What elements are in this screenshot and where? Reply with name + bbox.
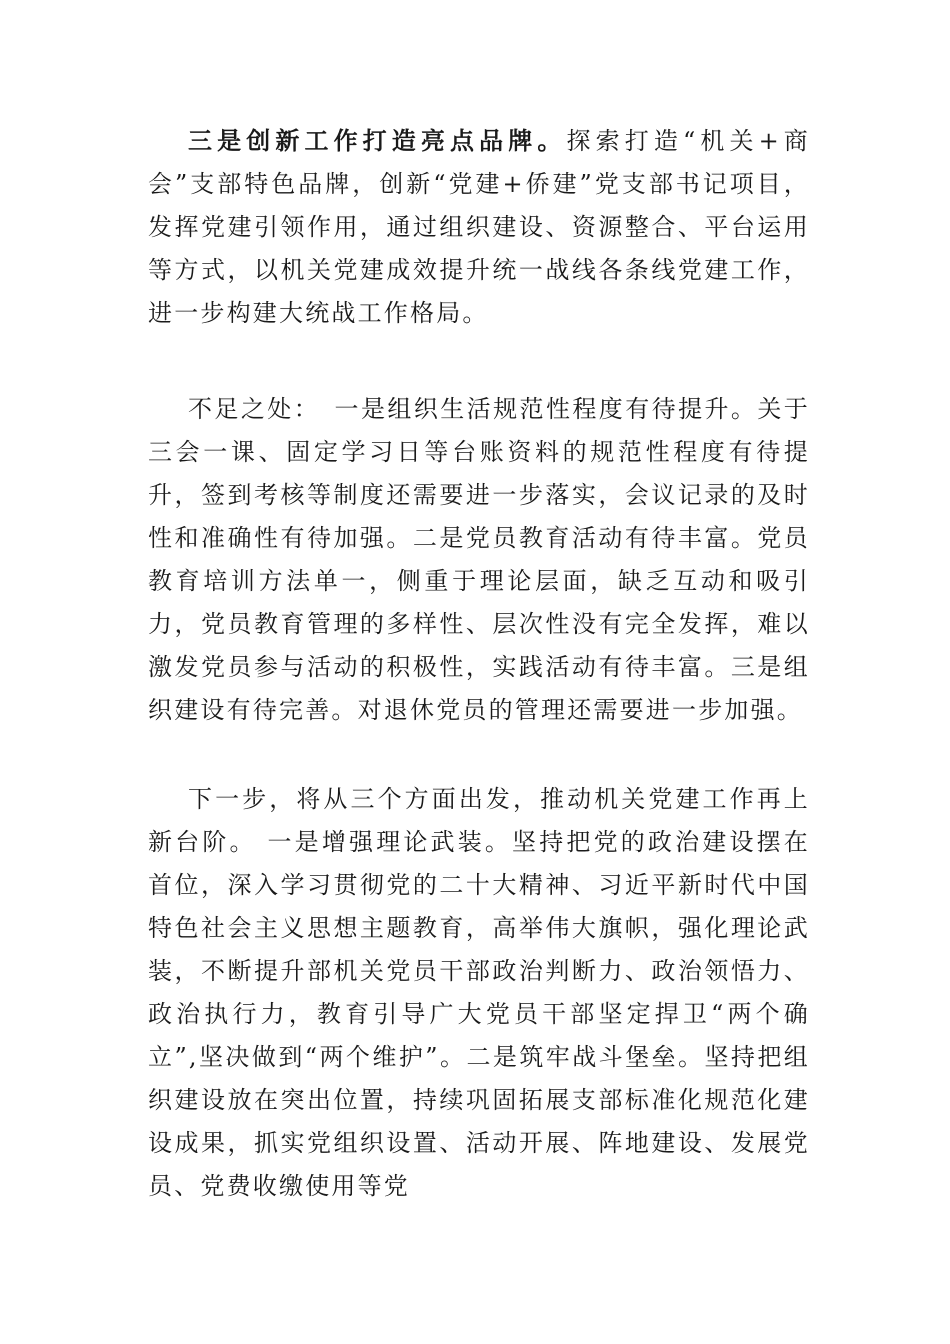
paragraph-lead-heading: 三是创新工作打造亮点品牌。 xyxy=(188,127,567,155)
document-page xyxy=(148,120,810,1208)
paragraph-shortcomings xyxy=(148,388,810,732)
paragraph-body-text: 探索打造“机关+商会”支部特色品牌，创新“党建+侨建”党支部书记项目，发挥党建引领作用，通过组织建设、资源整合、平台运用等方式，以机关党建成效提升统一战线各条线党建工作，进一步构建大统战工作格局。 xyxy=(148,127,810,327)
paragraph-body-text: 不足之处： 一是组织生活规范性程度有待提升。关于三会一课、固定学习日等台账资料的规范性程度有待提升，签到考核等制度还需要进一步落实，会议记录的及时性和准确性有待加强。二是党员教育活动有待丰富。党员教育培训方法单一，侧重于理论层面，缺乏互动和吸引力，党员教育管理的多样性、层次性没有完全发挥，难以激发党员参与活动的积极性，实践活动有待丰富。三是组织建设有待完善。对退休党员的管理还需要进一步加强。 xyxy=(148,395,810,724)
paragraph-brand-building xyxy=(148,120,810,335)
paragraph-body-text: 下一步，将从三个方面出发，推动机关党建工作再上新台阶。 一是增强理论武装。坚持把党的政治建设摆在首位，深入学习贯彻党的二十大精神、习近平新时代中国特色社会主义思想主题教育，高举伟大旗帜，强化理论武装，不断提升部机关党员干部政治判断力、政治领悟力、政治执行力，教育引导广大党员干部坚定捍卫“两个确立”,坚决做到“两个维护”。二是筑牢战斗堡垒。坚持把组织建设放在突出位置，持续巩固拓展支部标准化规范化建设成果，抓实党组织设置、活动开展、阵地建设、发展党员、党费收缴使用等党 xyxy=(148,785,810,1200)
paragraph-next-steps xyxy=(148,778,810,1208)
